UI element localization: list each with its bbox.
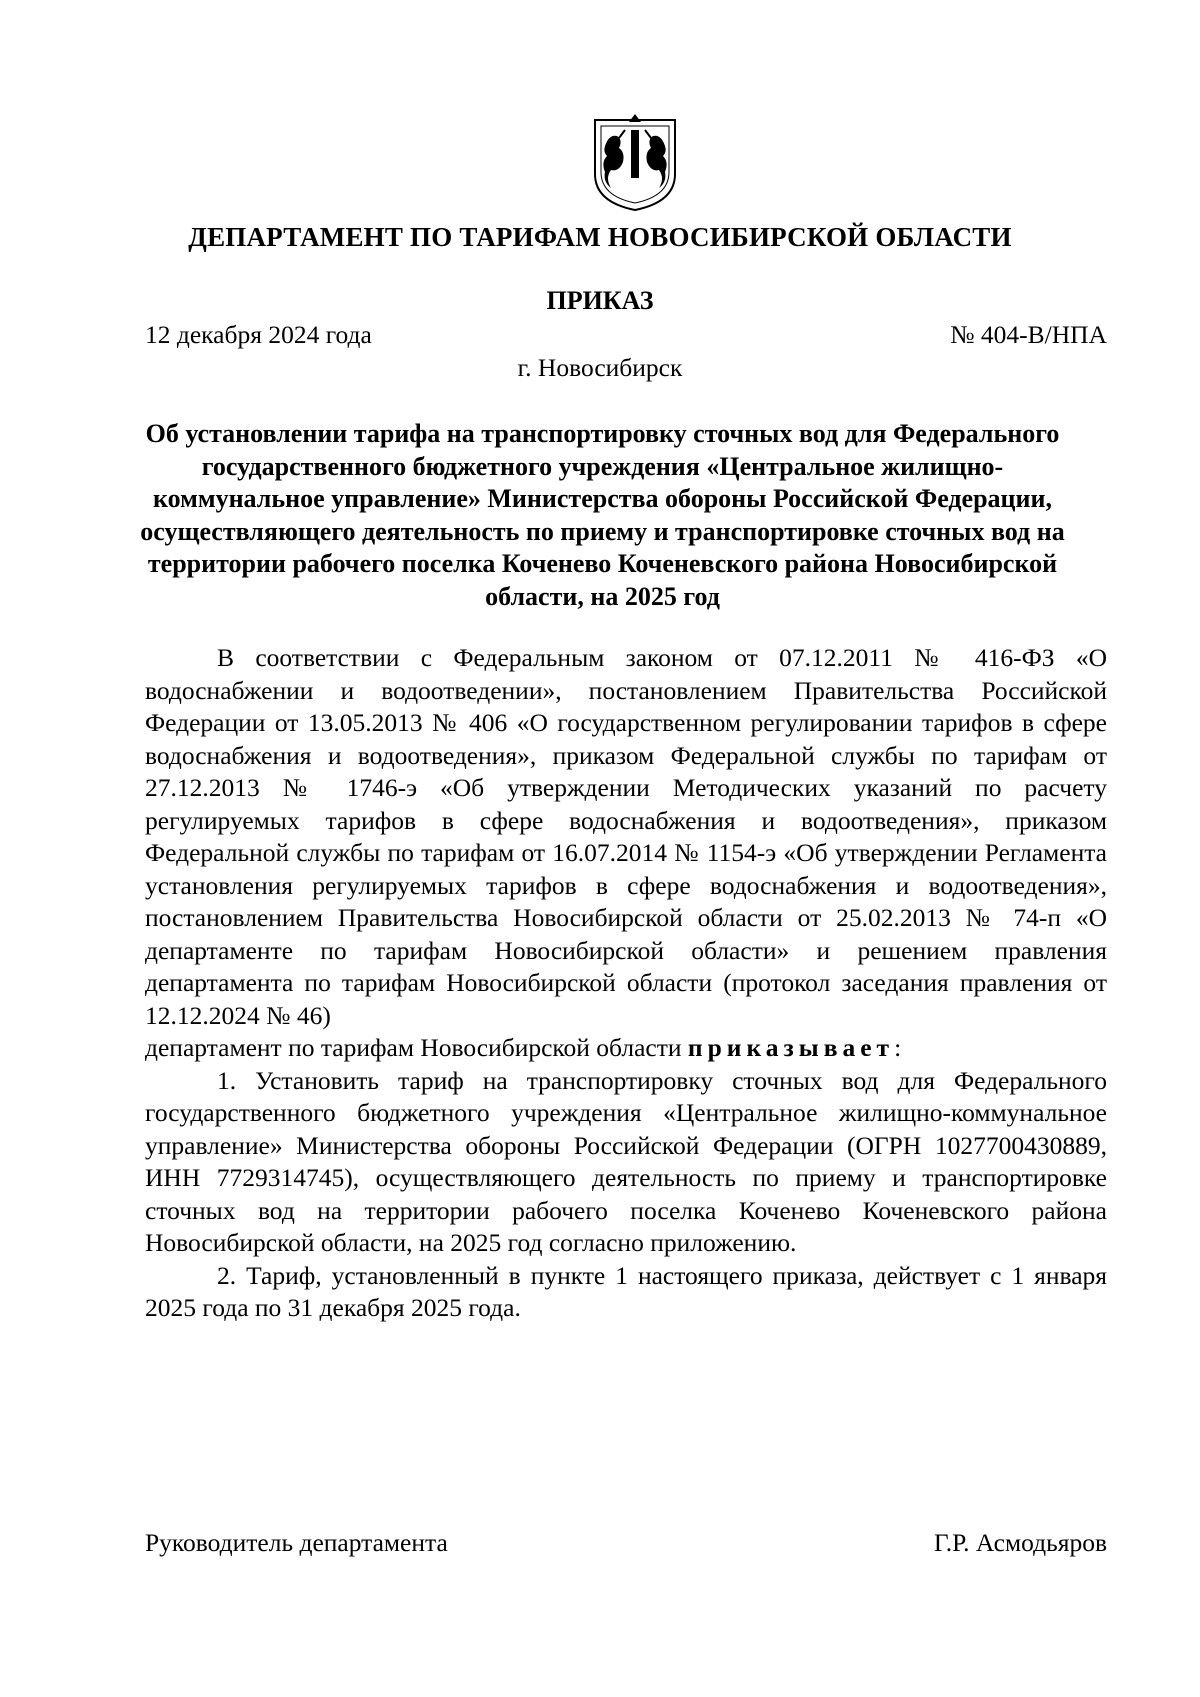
preamble-paragraph: В соответствии с Федеральным законом от 07.12.2011 № 416-ФЗ «О водоснабжении и водоотведении», постановлением Правительства Российской Федерации от 13.05.2013 № 406 «О государственном регулировании тарифов в сфере водоснабжения и водоотведения», приказом Федеральной службы по тарифам от 27.12.2013 № 1746-э «Об утверждении Методических указаний по расчету регулируемых тарифов в сфере водоснабжения и водоотведения», приказом Федеральной службы по тарифам от 16.07.2014 № 1154-э «Об утверждении Регламента установления регулируемых тарифов в сфере водоснабжения и водоотведения», постановлением Правительства Новосибирской области от 25.02.2013 № 74-п «О департаменте по тарифам Новосибирской области» и решением правления департамента по тарифам Новосибирской области (протокол заседания правления от 12.12.2024 № 46) <box>145 643 1107 1030</box>
signer-name: Г.Р. Асмодьяров <box>933 1528 1107 1557</box>
orders-line <box>145 1032 1107 1065</box>
coat-of-arms-emblem <box>589 112 681 212</box>
orders-word: приказывает <box>687 1033 895 1062</box>
orders-prefix: департамент по тарифам Новосибирской области <box>145 1033 688 1062</box>
document-body <box>145 642 1107 1325</box>
document-number: № 404-В/НПА <box>950 320 1107 349</box>
signer-position: Руководитель департамента <box>145 1528 448 1557</box>
order-item-2: 2. Тариф, установленный в пункте 1 настоящего приказа, действует с 1 января 2025 года по 31 декабря 2025 года. <box>145 1260 1107 1322</box>
document-title: Об установлении тарифа на транспортировку сточных вод для Федерального государственного бюджетного учреждения «Центральное жилищно-коммунальное управление» Министерства обороны Российской Федерации, осуществляющего деятельность по приему и транспортировке сточных вод на территории рабочего поселка Коченево Коченевского района Новосибирской области, на 2025 год <box>140 419 1065 611</box>
department-name: ДЕПАРТАМЕНТ ПО ТАРИФАМ НОВОСИБИРСКОЙ ОБЛАСТИ <box>188 222 1012 252</box>
orders-suffix: : <box>894 1033 902 1062</box>
document-city: г. Новосибирск <box>517 353 683 382</box>
order-item-1: 1. Установить тариф на транспортировку сточных вод для Федерального государственного бюджетного учреждения «Центральное жилищно-коммунальное управление» Министерства обороны Российской Федерации (ОГРН 1027700430889, ИНН 7729314745), осуществляющего деятельность по приему и транспортировке сточных вод на территории рабочего поселка Коченево Коченевского района Новосибирской области, на 2025 год согласно приложению. <box>145 1065 1107 1257</box>
document-date: 12 декабря 2024 года <box>145 320 372 349</box>
document-type: ПРИКАЗ <box>546 286 654 315</box>
